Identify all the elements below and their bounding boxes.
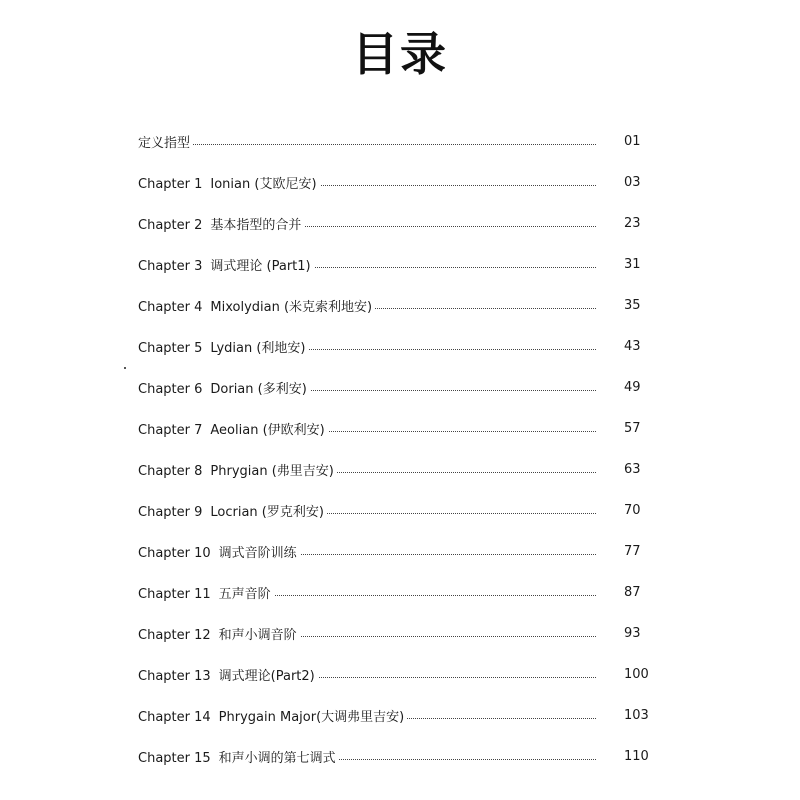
page-title: 目录: [352, 27, 448, 81]
toc-entry-chapter-12[interactable]: [138, 624, 658, 665]
toc-entry-chapter-10[interactable]: [138, 542, 658, 583]
toc-entry-page: 103: [624, 708, 649, 723]
toc-entry-label: [138, 542, 300, 561]
toc-entry-page: 49: [624, 380, 641, 395]
toc-entry-label: [138, 583, 274, 602]
toc-entry-name: Dorian (多利安): [210, 382, 307, 397]
toc-entry-chapter-6[interactable]: [138, 378, 658, 419]
toc-entry-chapter-9[interactable]: [138, 501, 658, 542]
toc-entry-label: [138, 706, 407, 725]
toc-entry-chapter-1[interactable]: [138, 173, 658, 214]
toc-entry-chapter: Chapter 15: [138, 751, 211, 766]
toc-entry-definition[interactable]: [138, 132, 658, 173]
toc-entry-label: [138, 665, 318, 684]
toc-entry-name: 调式理论 (Part1): [210, 259, 311, 274]
toc-entry-chapter-5[interactable]: [138, 337, 658, 378]
toc-entry-page: 70: [624, 503, 641, 518]
toc-entry-page: 03: [624, 175, 641, 190]
toc-entry-chapter: Chapter 7: [138, 423, 203, 438]
toc-entry-chapter-7[interactable]: [138, 419, 658, 460]
toc-entry-page: 87: [624, 585, 641, 600]
toc-entry-name: Phrygian (弗里吉安): [210, 464, 334, 479]
toc-entry-chapter: Chapter 3: [138, 259, 203, 274]
toc-entry-name: Locrian (罗克利安): [210, 505, 324, 520]
toc-entry-chapter: Chapter 8: [138, 464, 203, 479]
toc-entry-name: 基本指型的合并: [210, 218, 302, 233]
toc-entry-chapter: Chapter 2: [138, 218, 203, 233]
toc-entry-label: [138, 501, 327, 520]
table-of-contents: [138, 132, 658, 788]
toc-entry-chapter: Chapter 13: [138, 669, 211, 684]
toc-entry-chapter: Chapter 1: [138, 177, 203, 192]
toc-entry-chapter: Chapter 9: [138, 505, 203, 520]
toc-entry-name: Aeolian (伊欧利安): [210, 423, 325, 438]
toc-entry-name: 调式理论(Part2): [218, 669, 315, 684]
toc-entry-label: [138, 132, 193, 151]
toc-entry-page: 63: [624, 462, 641, 477]
toc-entry-label: [138, 624, 300, 643]
toc-entry-page: 35: [624, 298, 641, 313]
toc-entry-page: 110: [624, 749, 649, 764]
stray-mark: [124, 367, 126, 369]
toc-entry-name: Phrygain Major(大调弗里吉安): [218, 710, 405, 725]
toc-entry-name: Mixolydian (米克索利地安): [210, 300, 373, 315]
toc-entry-label: [138, 214, 304, 233]
toc-entry-page: 93: [624, 626, 641, 641]
toc-entry-page: 100: [624, 667, 649, 682]
toc-entry-page: 57: [624, 421, 641, 436]
toc-entry-page: 23: [624, 216, 641, 231]
toc-entry-label: [138, 337, 308, 356]
toc-entry-chapter: Chapter 14: [138, 710, 211, 725]
toc-entry-label: [138, 747, 339, 766]
toc-entry-label: [138, 255, 314, 274]
toc-entry-chapter-2[interactable]: [138, 214, 658, 255]
toc-entry-chapter: Chapter 6: [138, 382, 203, 397]
toc-entry-chapter-15[interactable]: [138, 747, 658, 788]
toc-entry-page: 01: [624, 134, 641, 149]
toc-entry-chapter-11[interactable]: [138, 583, 658, 624]
toc-entry-chapter: Chapter 5: [138, 341, 203, 356]
toc-entry-chapter-8[interactable]: [138, 460, 658, 501]
toc-entry-name: Lydian (利地安): [210, 341, 306, 356]
toc-entry-page: 31: [624, 257, 641, 272]
toc-entry-chapter: Chapter 4: [138, 300, 203, 315]
dot-leader: [138, 144, 596, 145]
toc-entry-chapter-14[interactable]: [138, 706, 658, 747]
toc-entry-label: [138, 419, 328, 438]
toc-entry-name: 定义指型: [138, 136, 191, 151]
toc-entry-chapter: Chapter 10: [138, 546, 211, 561]
toc-entry-label: [138, 460, 337, 479]
toc-entry-page: 77: [624, 544, 641, 559]
toc-entry-name: 五声音阶: [218, 587, 271, 602]
toc-entry-name: 调式音阶训练: [218, 546, 297, 561]
toc-entry-page: 43: [624, 339, 641, 354]
toc-entry-chapter: Chapter 12: [138, 628, 211, 643]
toc-entry-label: [138, 173, 320, 192]
toc-entry-label: [138, 296, 375, 315]
toc-entry-chapter-3[interactable]: [138, 255, 658, 296]
toc-entry-chapter: Chapter 11: [138, 587, 211, 602]
toc-entry-chapter-4[interactable]: [138, 296, 658, 337]
toc-entry-name: Ionian (艾欧尼安): [210, 177, 317, 192]
toc-entry-name: 和声小调音阶: [218, 628, 297, 643]
toc-entry-label: [138, 378, 310, 397]
toc-entry-name: 和声小调的第七调式: [218, 751, 336, 766]
toc-entry-chapter-13[interactable]: [138, 665, 658, 706]
